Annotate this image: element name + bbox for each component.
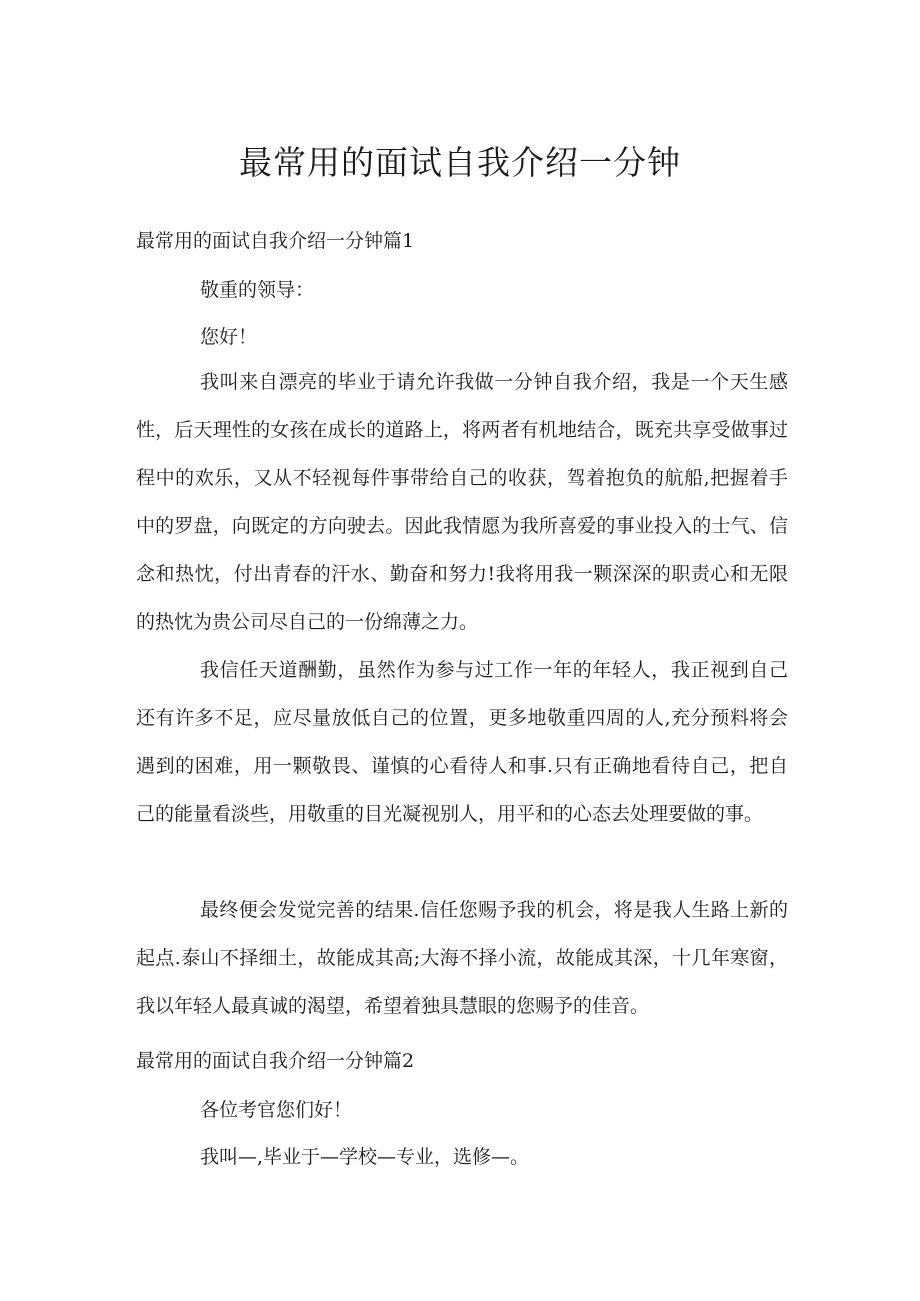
intro-line: 我叫—,毕业于—学校—专业，选修—。 (200, 1146, 530, 1168)
paragraph-2: 我信任天道酬勤，虽然作为参与过工作一年的年轻人，我正视到自己还有许多不足，应尽量放低自己的位置，更多地敬重四周的人,充分预料将会遇到的困难，用一颗敬畏、谨慎的心看待人和事.只有正确地看待自己，把自己的能量看淡些，用敬重的目光凝视别人，用平和的心态去处理要做的事。 (136, 659, 788, 825)
salutation: 敬重的领导： (200, 279, 315, 301)
greeting: 您好！ (200, 326, 258, 348)
greeting-2: 各位考官您们好！ (200, 1099, 353, 1121)
document-title: 最常用的面试自我介绍一分钟 (239, 143, 681, 182)
section-heading-1: 最常用的面试自我介绍一分钟篇1 (136, 230, 415, 252)
paragraph-3: 最终便会发觉完善的结果.信任您赐予我的机会，将是我人生路上新的起点.泰山不择细土，故能成其高;大海不择小流，故能成其深，十几年寒窗，我以年轻人最真诚的渴望，希望着独具慧眼的您赐予的佳音。 (136, 899, 788, 1017)
paragraph-1: 我叫来自漂亮的毕业于请允许我做一分钟自我介绍，我是一个天生感性，后天理性的女孩在成长的道路上，将两者有机地结合，既充共享受做事过程中的欢乐，又从不轻视每件事带给自己的收获，驾着抱负的航船,把握着手中的罗盘，向既定的方向驶去。因此我情愿为我所喜爱的事业投入的士气、信念和热忱，付出青春的汗水、勤奋和努力!我将用我一颗深深的职责心和无限的热忱为贵公司尽自己的一份绵薄之力。 (136, 371, 788, 633)
section-heading-2: 最常用的面试自我介绍一分钟篇2 (136, 1050, 415, 1072)
